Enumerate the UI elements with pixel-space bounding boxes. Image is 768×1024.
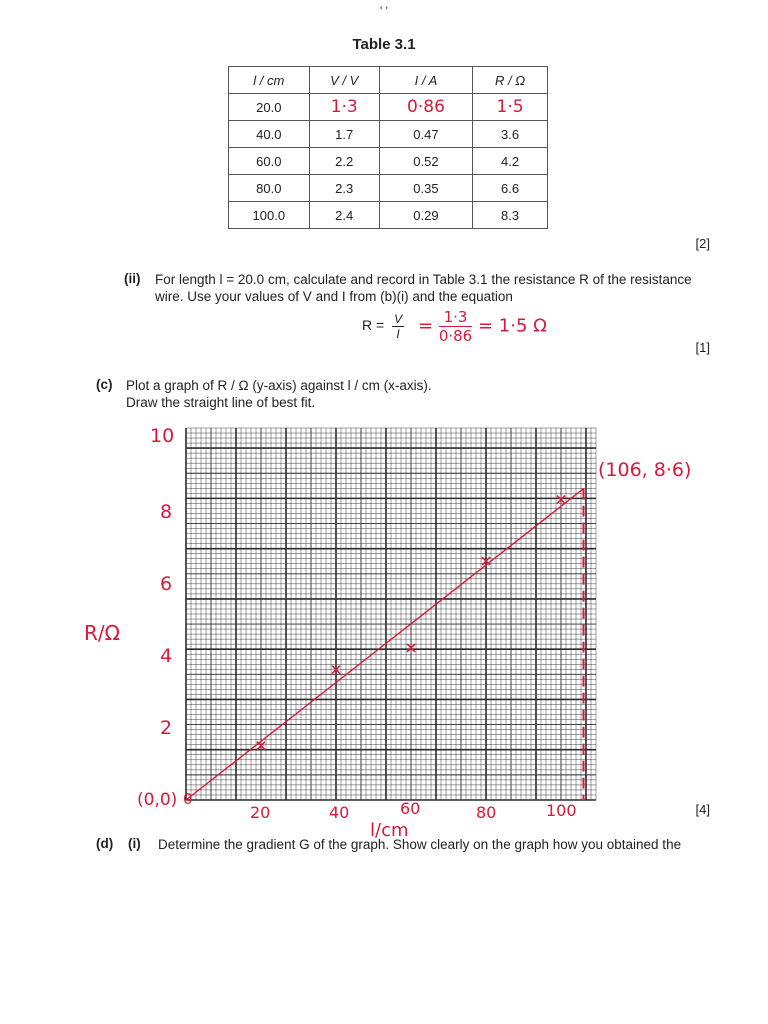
table-cell: 0.35 [379, 175, 472, 202]
table-cell: 20.0 [229, 94, 310, 121]
table-cell: 2.2 [309, 148, 379, 175]
table-cell-handwritten: 1·5 [473, 94, 548, 121]
graph-grid [186, 428, 596, 800]
y-tick-label-10: 10 [150, 425, 175, 447]
question-text-ii-line1: For length l = 20.0 cm, calculate and record in Table 3.1 the resistance R of the resistance [155, 272, 692, 287]
question-label-ii: (ii) [124, 271, 141, 286]
y-tick-label-6: 6 [160, 573, 173, 595]
graph-ink [84, 425, 691, 841]
origin-label: (0,0) [137, 790, 178, 810]
table-cell: 100.0 [229, 202, 310, 229]
equation-denominator: I [396, 327, 400, 341]
x-tick-label-20: 20 [250, 803, 271, 822]
equation-lhs: R = [362, 317, 385, 334]
table-cell: 40.0 [229, 121, 310, 148]
y-tick-label-2: 2 [160, 717, 173, 739]
x-axis-label: l/cm [370, 820, 409, 841]
table-cell: 1.7 [309, 121, 379, 148]
x-tick-label-60: 60 [400, 799, 421, 818]
marks-c: [4] [695, 802, 710, 817]
question-text-c-line1: Plot a graph of R / Ω (y-axis) against l / cm (x-axis). [126, 378, 432, 393]
y-tick-label-4: 4 [160, 645, 173, 667]
hw-numerator: 1·3 [439, 308, 472, 327]
table-cell: 6.6 [473, 175, 548, 202]
question-label-c: (c) [96, 377, 113, 392]
question-text-d: Determine the gradient G of the graph. Show clearly on the graph how you obtained the [158, 837, 682, 852]
question-label-d: (d) [96, 836, 114, 851]
table-cell-handwritten: 0·86 [379, 94, 472, 121]
page-top-mark: ' ' [380, 4, 388, 18]
question-label-d-i: (i) [128, 836, 141, 851]
hw-denominator: 0·86 [438, 327, 473, 345]
reading-point-label: (106, 8·6) [598, 459, 692, 481]
x-tick-label-100: 100 [546, 801, 577, 820]
header-voltage: V / V [309, 67, 379, 94]
table-cell-handwritten: 1·3 [309, 94, 379, 121]
table-cell: 2.3 [309, 175, 379, 202]
x-tick-label-80: 80 [476, 803, 497, 822]
header-resistance: R / Ω [473, 67, 548, 94]
table-title: Table 3.1 [352, 36, 416, 53]
table-cell: 3.6 [473, 121, 548, 148]
hw-result: = 1·5 Ω [477, 315, 547, 337]
table-cell: 8.3 [473, 202, 548, 229]
question-text-c-line2: Draw the straight line of best fit. [126, 395, 316, 410]
table-cell: 4.2 [473, 148, 548, 175]
y-tick-label-8: 8 [160, 501, 173, 523]
table-cell: 2.4 [309, 202, 379, 229]
header-current: I / A [379, 67, 472, 94]
marks-table: [2] [695, 236, 710, 251]
y-axis-label: R/Ω [84, 621, 120, 645]
table-cell: 0.47 [379, 121, 472, 148]
marks-ii: [1] [695, 340, 710, 355]
table-cell: 80.0 [229, 175, 310, 202]
zero-label: 0 [183, 790, 193, 808]
question-text-ii-line2: wire. Use your values of V and I from (b)(i) and the equation [155, 289, 513, 304]
table-cell: 60.0 [229, 148, 310, 175]
table-cell: 0.29 [379, 202, 472, 229]
equation-numerator: V [394, 312, 403, 326]
header-length: l / cm [229, 67, 310, 94]
hw-equals: = [418, 315, 434, 337]
table-cell: 0.52 [379, 148, 472, 175]
x-tick-label-40: 40 [329, 803, 350, 822]
